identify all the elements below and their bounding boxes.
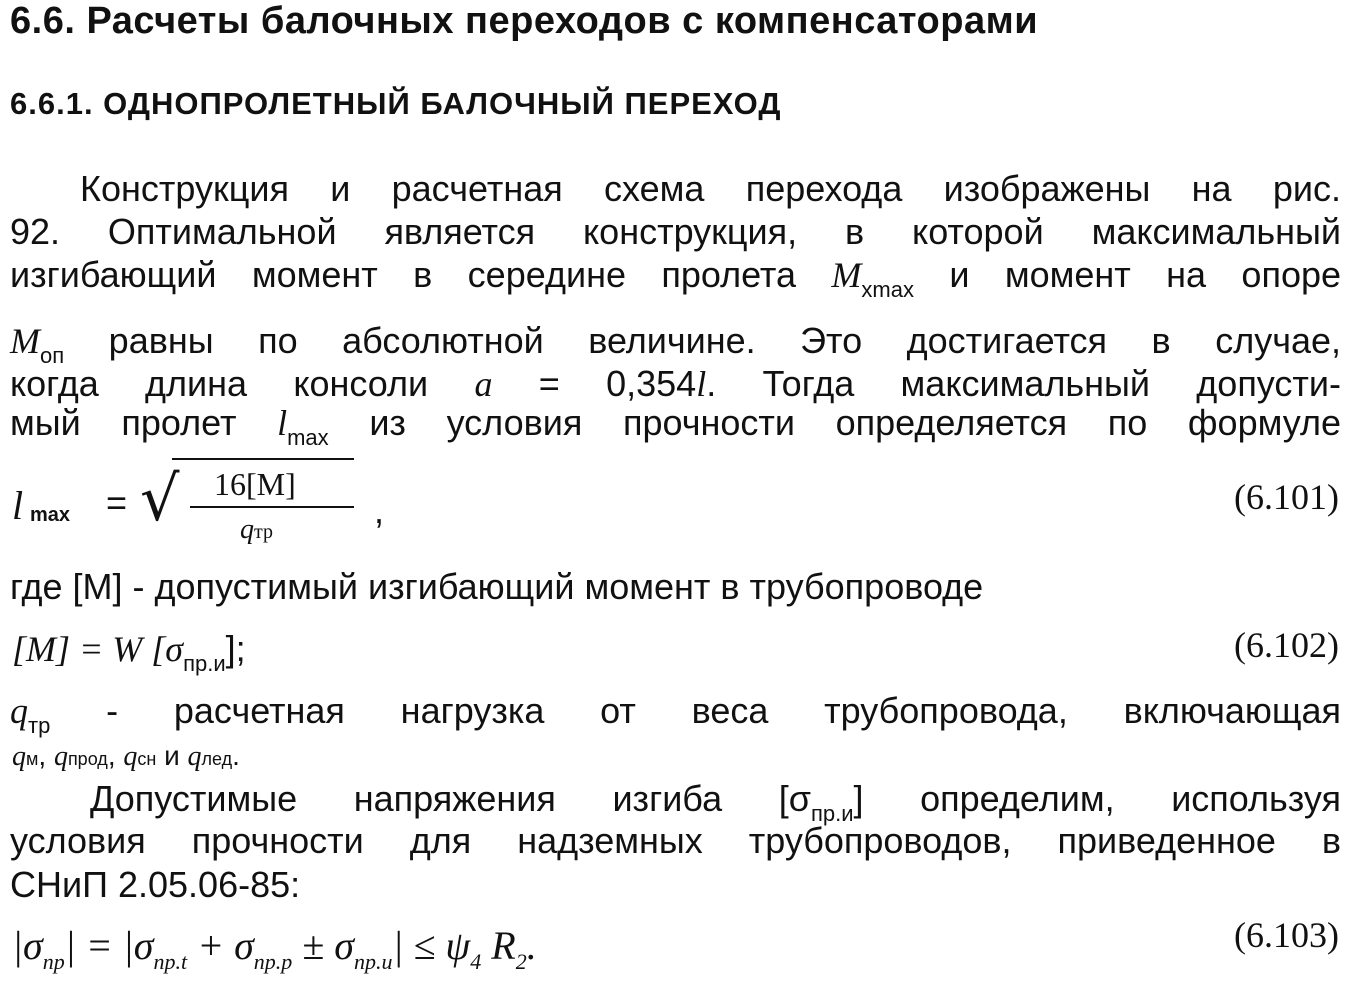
- eq101-lhs: l: [12, 483, 24, 528]
- eq101-lhs-sub: max: [30, 504, 71, 526]
- para1-line1: Конструкция и расчетная схема перехода изображены на рис.: [80, 168, 1341, 209]
- q-components-line: qм, qпрод, qсн и qлед.: [12, 740, 240, 772]
- para1-line5: когда длина консоли a = 0,354l. Тогда максимальный допусти-: [10, 363, 1341, 404]
- section-heading: 6.6. Расчеты балочных переходов с компенсаторами: [10, 0, 1039, 42]
- eq101-comma: ,: [374, 490, 385, 531]
- sqrt-symbol: √: [140, 462, 180, 535]
- where-line: где [M] - допустимый изгибающий момент в трубопроводе: [10, 566, 984, 607]
- eq101-equals: =: [106, 482, 128, 523]
- para2-line1: Допустимые напряжения изгиба $[\sigma_{пр.и}]$ определим, используя: [90, 778, 1341, 826]
- para1-line4: $M_{оп}$ равны по абсолютной величине. Это достигается в случае,: [10, 320, 1341, 368]
- para1-line2: 92. Оптимальной является конструкция, в которой максимальный: [10, 211, 1341, 252]
- eq101-denominator: qтр: [240, 514, 273, 545]
- eq101-numerator: 16[M]: [214, 466, 296, 502]
- eq102-body: [M] = W $[\sigma_{пр.и}]$;: [12, 628, 246, 676]
- eq101-number: (6.101): [1234, 477, 1339, 517]
- qtr-line: $q_{тр}$ - расчетная нагрузка от веса трубопровода, включающая: [10, 690, 1341, 738]
- subsection-heading: 6.6.1. ОДНОПРОЛЕТНЫЙ БАЛОЧНЫЙ ПЕРЕХОД: [10, 86, 782, 121]
- eq103-body: $|\sigma_{пр}| = |\sigma_{пр.t} + \sigma_{пр.p} \pm \sigma_{пр.и}| \le \psi_4$ $R_2$.: [12, 923, 537, 974]
- para1-line3: изгибающий момент в середине пролета $M_{xmax}$ и момент на опоре: [10, 254, 1342, 302]
- eq102-number: (6.102): [1234, 625, 1339, 665]
- para2-line3: СНиП 2.05.06-85:: [10, 864, 301, 905]
- para2-line2: условия прочности для надземных трубопроводов, приведенное в: [10, 820, 1341, 861]
- eq103-number: (6.103): [1234, 915, 1339, 955]
- sqrt-bar: [172, 458, 354, 460]
- para1-line6: мый пролет $l_{max}$ из условия прочности определяется по формуле: [10, 402, 1341, 450]
- fraction-line: [190, 506, 354, 508]
